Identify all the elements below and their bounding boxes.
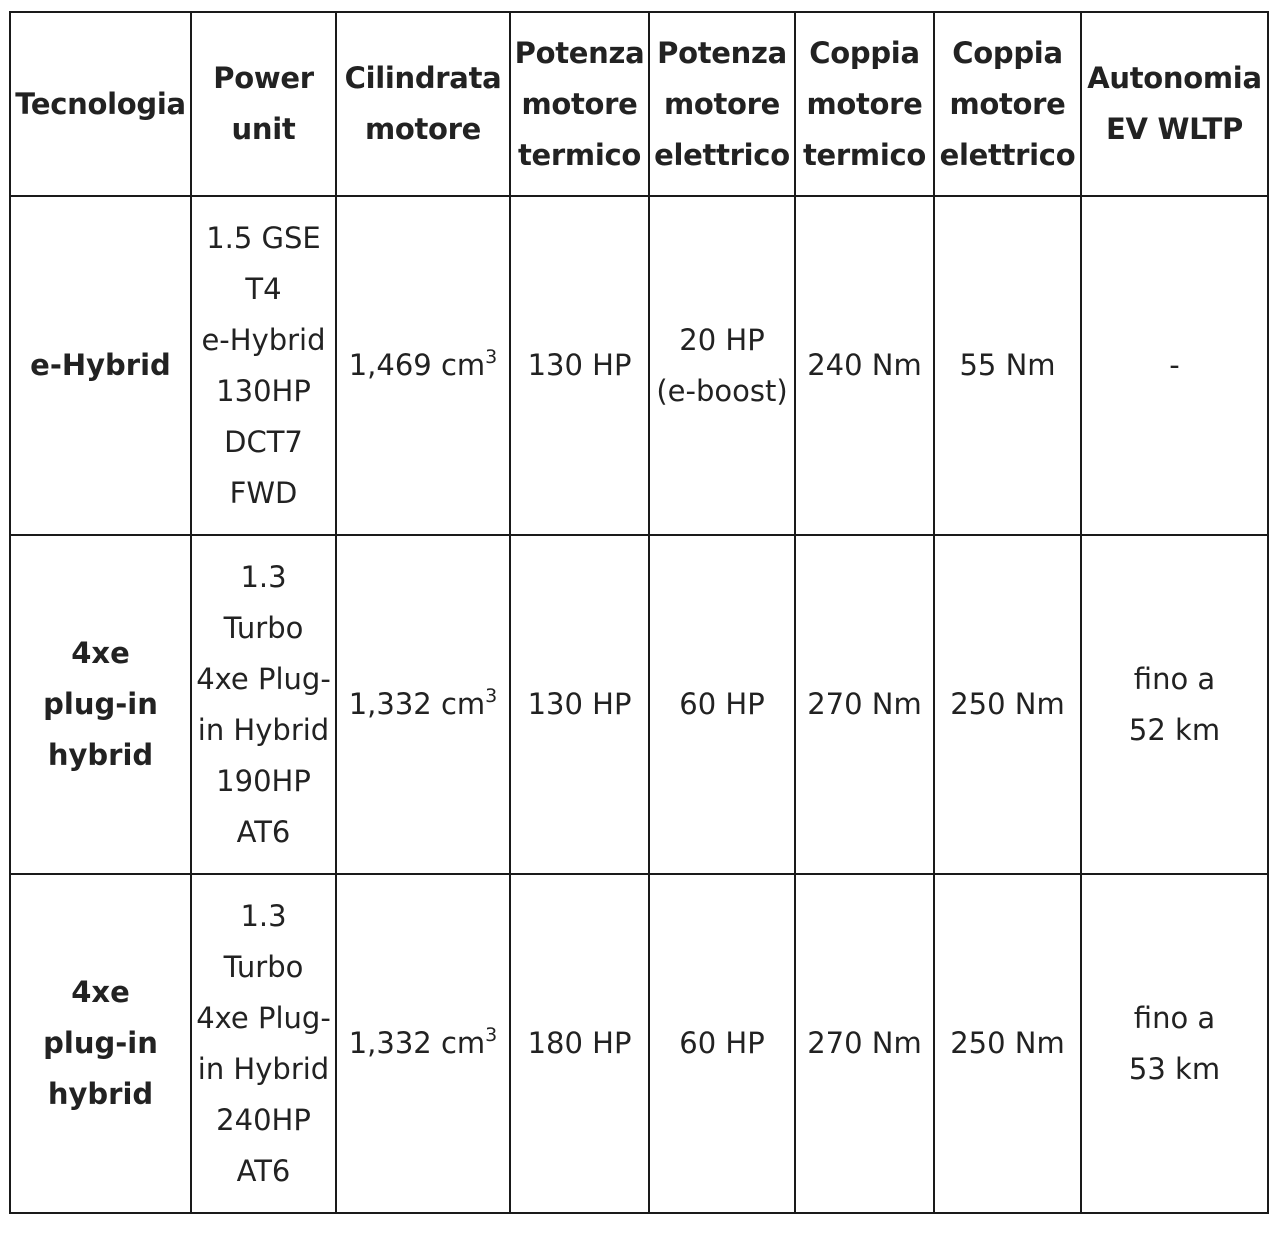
cell-coppia-termico: 270 Nm [795,874,934,1213]
header-cilindrata: Cilindrata motore [336,12,510,196]
cubic-superscript: 3 [485,346,498,368]
cell-potenza-termico: 130 HP [510,196,649,535]
cell-coppia-termico: 240 Nm [795,196,934,535]
table-row [10,874,1268,1213]
cell-potenza-elettrico: 60 HP [649,535,795,874]
cell-coppia-elettrico: 250 Nm [934,535,1081,874]
cell-coppia-elettrico: 250 Nm [934,874,1081,1213]
header-tecnologia: Tecnologia [10,12,191,196]
cell-potenza-termico: 130 HP [510,535,649,874]
header-row [10,12,1268,196]
header-power-unit: Power unit [191,12,336,196]
cell-power-unit: 1.3 Turbo 4xe Plug- in Hybrid 240HP AT6 [191,874,336,1213]
cell-coppia-termico: 270 Nm [795,535,934,874]
cell-cilindrata: 1,332 $cm^3$ [336,874,510,1213]
cell-power-unit: 1.5 GSE T4 e-Hybrid 130HP DCT7 FWD [191,196,336,535]
spec-table [9,11,1269,1214]
cell-coppia-elettrico: 55 Nm [934,196,1081,535]
cell-tecnologia: 4xe plug-in hybrid [10,535,191,874]
header-coppia-termico: Coppia motore termico [795,12,934,196]
cell-potenza-termico: 180 HP [510,874,649,1213]
header-potenza-elettrico: Potenza motore elettrico [649,12,795,196]
cubic-superscript: 3 [485,685,498,707]
header-autonomia: Autonomia EV WLTP [1081,12,1268,196]
cell-potenza-elettrico: 60 HP [649,874,795,1213]
cell-power-unit: 1.3 Turbo 4xe Plug- in Hybrid 190HP AT6 [191,535,336,874]
header-potenza-termico: Potenza motore termico [510,12,649,196]
cell-cilindrata: 1,332 $cm^3$ [336,535,510,874]
cell-potenza-elettrico: 20 HP (e-boost) [649,196,795,535]
table-row [10,196,1268,535]
table-row [10,535,1268,874]
cubic-superscript: 3 [485,1024,498,1046]
cell-autonomia: - [1081,196,1268,535]
cell-autonomia: fino a 53 km [1081,874,1268,1213]
header-coppia-elettrico: Coppia motore elettrico [934,12,1081,196]
cell-autonomia: fino a 52 km [1081,535,1268,874]
cell-tecnologia: 4xe plug-in hybrid [10,874,191,1213]
cell-tecnologia: e-Hybrid [10,196,191,535]
cell-cilindrata: 1,469 $cm^3$ [336,196,510,535]
